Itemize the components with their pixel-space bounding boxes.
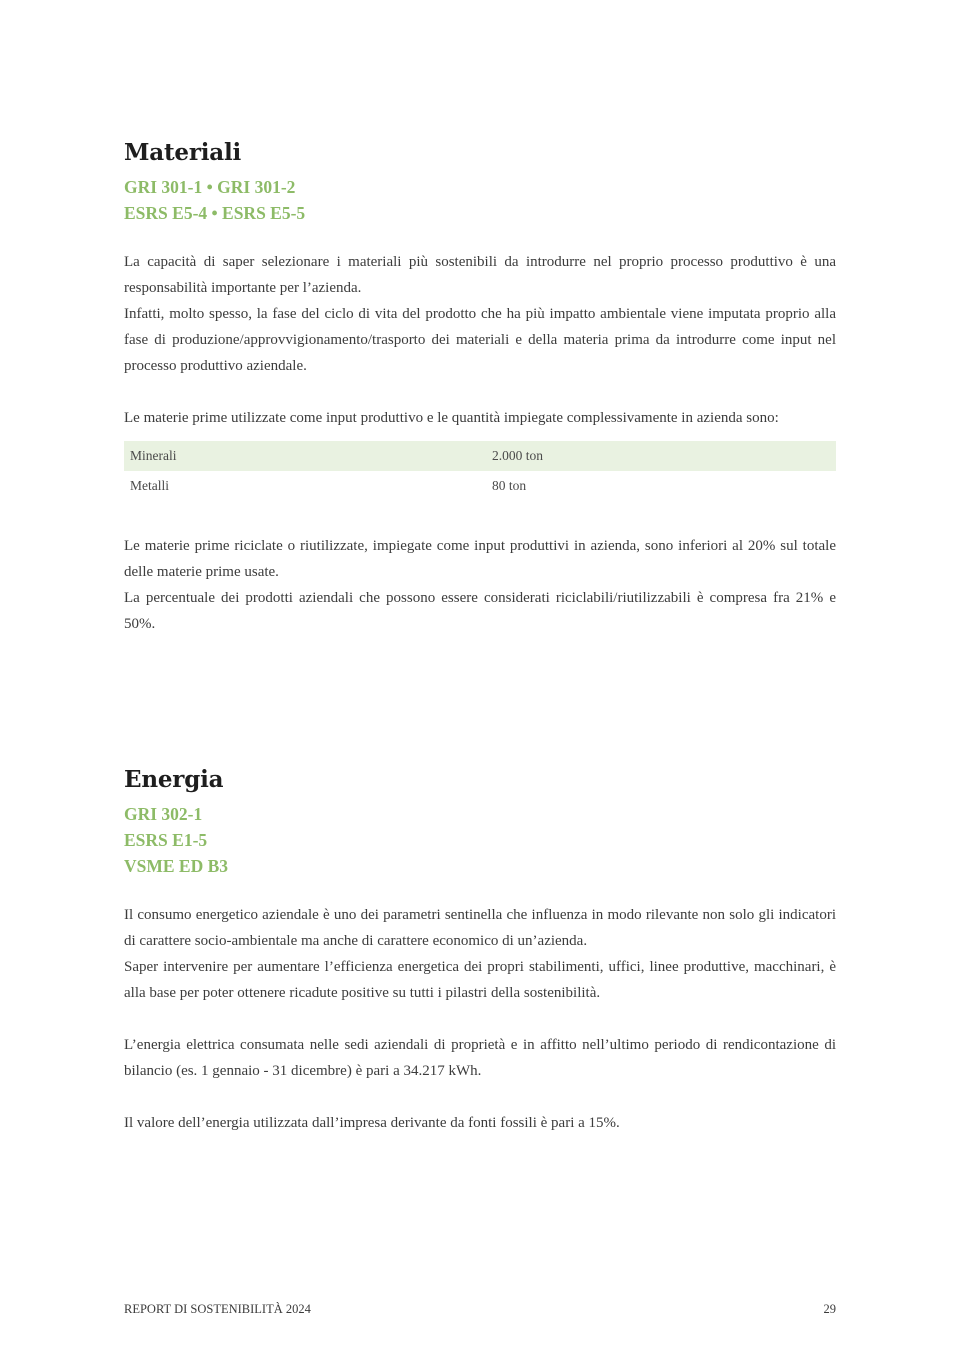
report-title: REPORT DI SOSTENIBILITÀ 2024 (124, 1302, 311, 1316)
table-cell-quantity: 2.000 ton (486, 441, 836, 471)
table-row (124, 441, 836, 471)
paragraph: La percentuale dei prodotti aziendali che possono essere considerati riciclabili/riutilizzabili è compresa fra 21% e 50%. (124, 590, 836, 632)
standard-code: GRI 301-1 • GRI 301-2 (124, 177, 296, 197)
section-materiali (124, 138, 836, 637)
section-title: Materiali (124, 139, 242, 166)
standard-code: GRI 302-1 (124, 804, 203, 824)
section-energia (124, 765, 836, 1136)
table-cell-material: Minerali (124, 441, 486, 471)
table-cell-material: Metalli (130, 478, 169, 493)
standard-code: ESRS E1-5 (124, 830, 208, 850)
materials-table (124, 441, 836, 501)
section-title: Energia (124, 766, 224, 793)
paragraph: Il consumo energetico aziendale è uno dei parametri sentinella che influenza in modo rilevante non solo gli indicatori di carattere socio-ambientale ma anche di carattere economico di un’azienda. (124, 907, 836, 949)
standard-codes (124, 174, 836, 226)
paragraph: Le materie prime utilizzate come input produttivo e le quantità impiegate complessivamente in azienda sono: (124, 410, 779, 426)
paragraph: Il valore dell’energia utilizzata dall’impresa derivante da fonti fossili è pari a 15%. (124, 1115, 620, 1131)
standard-code: VSME ED B3 (124, 856, 229, 876)
paragraph: L’energia elettrica consumata nelle sedi aziendali di proprietà e in affitto nell’ultimo periodo di rendicontazione di bilancio (es. 1 gennaio - 31 dicembre) è pari a 34.217 kWh. (124, 1037, 836, 1079)
standard-codes (124, 801, 836, 879)
standard-code: ESRS E5-4 • ESRS E5-5 (124, 203, 306, 223)
paragraph: La capacità di saper selezionare i materiali più sostenibili da introdurre nel proprio processo produttivo è una responsabilità importante per l’azienda. (124, 254, 836, 296)
paragraph: Infatti, molto spesso, la fase del ciclo di vita del prodotto che ha più impatto ambientale viene imputata proprio alla fase di produzione/approvvigionamento/trasporto dei materiali e della materia prima da introdurre come input nel processo produttivo aziendale. (124, 306, 836, 374)
table-row (124, 471, 836, 501)
page-number: 29 (823, 1302, 836, 1316)
paragraph: Le materie prime riciclate o riutilizzate, impiegate come input produttivi in azienda, sono inferiori al 20% sul totale delle materie prime usate. (124, 538, 836, 580)
page-footer (124, 1302, 836, 1320)
table-cell-quantity: 80 ton (492, 478, 527, 493)
paragraph: Saper intervenire per aumentare l’efficienza energetica dei propri stabilimenti, uffici, linee produttive, macchinari, è alla base per poter ottenere ricadute positive su tutti i pilastri della sostenibilità. (124, 959, 836, 1001)
